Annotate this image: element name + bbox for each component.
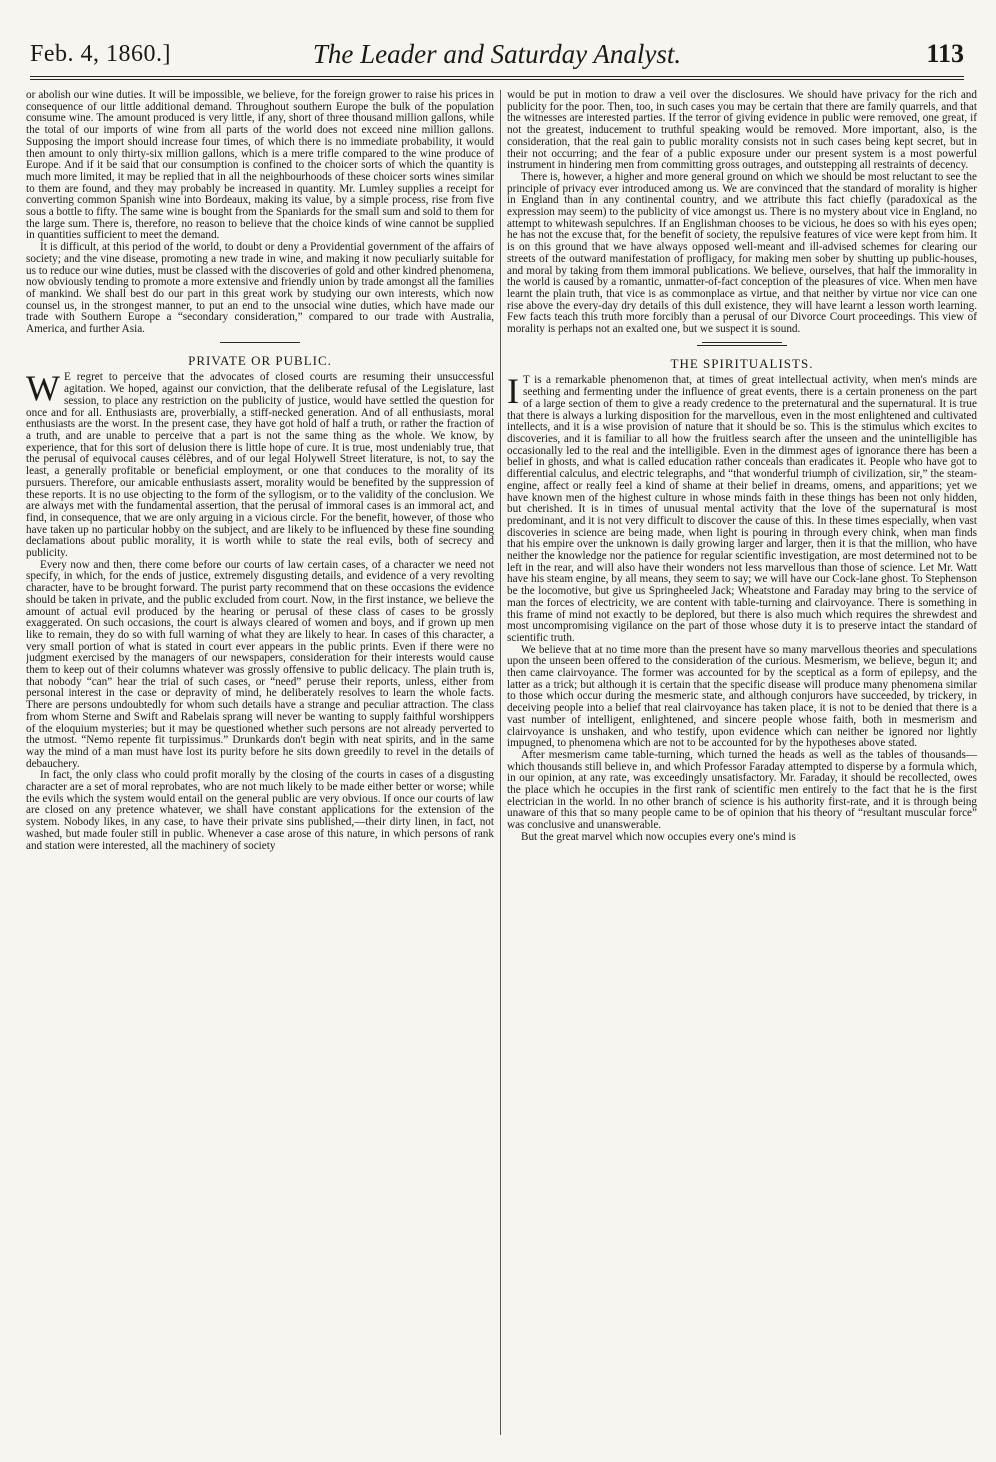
section-divider xyxy=(697,345,787,346)
drop-cap: I xyxy=(507,371,519,412)
drop-cap: W xyxy=(26,368,60,409)
paragraph: It is difficult, at this period of the world, to doubt or deny a Providential government of the affairs of society; and the vine disease, promoting a new trade in wine, and making it now peculiarly suitable for us to reduce our wine duties, must be classed with the discoveries of gold and other kindred phenomena, now obviously tending to promote a more extensive and friendly union by trade amongst all the families of mankind. We shall best do our part in this great work by studying our own interests, which now counsel us, in the strongest manner, to put an end to the unsocial wine duties, which have made our trade with Southern Europe a “secondary consideration,” compared to our trade with Australia, America, and further Asia. xyxy=(26,241,494,336)
paragraph: After mesmerism came table-turning, which turned the heads as well as the tables of thousands—which thousands still believe in, and which Professor Faraday attempted to disperse by a formula which, in our opinion, at any rate, was exceedingly unsatisfactory. Mr. Faraday, it should be recollected, owes the place which he occupies in the first rank of scientific men entirely to the fact that he is the first electrician in the world. In no other branch of science is his authority first-rate, and it is through being unaware of this that so many people came to be of opinion that his theory of “resultant muscular force” was conclusive and unanswerable. xyxy=(507,748,977,832)
article-opening-paragraph xyxy=(507,371,977,644)
section-divider xyxy=(702,342,782,343)
paragraph: But the great marvel which now occupies every one's mind is xyxy=(521,830,796,843)
masthead xyxy=(30,36,964,77)
column-rule xyxy=(500,90,501,1435)
paragraph: We believe that at no time more than the present have so many marvellous theories and speculations upon the unseen been offered to the consideration of the curious. Mesmerism, we believe, begun it; and then came clairvoyance. The former was accounted for by the sceptical as a form of epilepsy, and the latter as a trick; but although it is certain that the specific disease will produce many phenomena similar to those which occur during the mesmeric state, and although conjurors have succeeded, by trickery, in deceiving people into a belief that real clairvoyance has taken place, it is not to be denied that there is a vast number of intelligent, enlightened, and sincere people whose faith, both in mesmerism and clairvoyance is unshaken, and who testify, upon evidence which can neither be ignored nor lightly impugned, to phenomena which are not to be accounted for by the hypotheses above stated. xyxy=(507,643,977,750)
paragraph-text: T is a remarkable phenomenon that, at times of great intellectual activity, when men's minds are seething and fermenting under the influence of great events, there is a certain proneness on the part of a large section of them to give a ready credence to the preternatural and the supernatural. It is true that there is always a lurking disposition for the marvellous, even in the most enlightened and cultivated intellects, and it is a wise provision of nature that it should be so. This is the stimulus which excites to discoveries, and it is familiar to all how the fruitless search after the unseen and the unintelligible has occasionally led to the real and the intelligible. Even in the dimmest ages of ignorance there has been a belief in ghosts, and what is called education rather conceals than eradicates it. People who have got to differential calculus, and electric telegraphs, and “that wonderful triumph of civilization, sir,” the steam-engine, affect or really feel a kind of shame at their belief in dreams, omens, and apparitions; yet we have known men of the highest culture in whose minds faith in these things has been not only hidden, but cherished. It is in times of unusual mental activity that the love of the supernatural is most predominant, and it is not very difficult to discover the cause of this. In these times especially, when vast discoveries in science are being made, when light is pouring in through every chink, when man finds that his empire over the unknown is daily growing larger and larger, then it is that the million, who have neither the knowledge nor the patience for regular scientific investigation, are most determined not to be left in the rear, and will also have their wonders not less marvellous than those of science. Let Mr. Watt have his steam engine, by all means, they seem to say; we will have our Cock-lane ghost. To Stephenson be the locomotive, but give us Springheeled Jack; Wheatstone and Faraday may bring to the service of man the forces of electricity, we are content with table-turning and clairvoyance. There is something in this frame of mind not exactly to be deplored, but there is also much which requires the shrewdest and most uncompromising vigilance on the part of those whose duty it is to preserve intact the standard of scientific truth. xyxy=(507,374,977,644)
issue-date: Feb. 4, 1860.] xyxy=(30,41,171,67)
page-number: 113 xyxy=(926,39,964,68)
article-opening-paragraph xyxy=(26,368,494,560)
paragraph: In fact, the only class who could profit morally by the closing of the courts in cases of a disgusting character are a set of moral reprobates, who are not much likely to be made either better or worse; while the evils which the system would entail on the general public are very obvious. If once our courts of law are closed on any pretence whatever, we shall have constant applications for the extension of the system. Nobody likes, in any case, to have their private sins published,—their dirty linen, in fact, not washed, but made fouler still in public. Whenever a case arose of this nature, in which persons of rank and station were interested, all the machinery of society xyxy=(26,769,494,852)
paragraph: would be put in motion to draw a veil over the disclosures. We should have privacy for the rich and publicity for the poor. Then, too, in such cases you may be certain that there are family quarrels, and that the witnesses are interested parties. If the terror of giving evidence in public were removed, one great, if not the greatest, inducement to truthful speaking would be removed. More important, also, is the consideration, that the real gain to public morality consists not in such cases being kept secret, but in their not occurring; and the fear of a public exposure under our present system is a most powerful instrument in hindering men from committing gross outrages, and outstepping all restraints of decency. xyxy=(507,90,977,172)
paragraph: or abolish our wine duties. It will be impossible, we believe, for the foreign grower to raise his prices in consequence of our little additional demand. Throughout southern Europe the bulk of the population consume wine. The amount produced is very little, if any, short of three thousand million gallons, while the total of our imports of wine from all parts of the world does not exceed nine million gallons. Supposing the import should increase four times, of which there is no immediate probability, it would then amount to only thirty-six million gallons, which is a mere trifle compared to the wine produce of Europe. And if it be said that our consumption is confined to the choicer sorts of which the quantity is much more limited, it may be replied that in all the neighbourhoods of these choicer sorts wines similar to them are found, and they may probably be increased in quantity. Mr. Lumley supplies a receipt for converting common Spanish wine into Bordeaux, making its value, by a simple process, rise from five sous a bottle to fifty. The same wine is bought from the Spaniards for the small sum and sold to them for the large sum. There is, therefore, no reason to believe that the choice kinds of wine cannot be supplied in quantities sufficient to meet the demand. xyxy=(26,90,494,242)
publication-title: The Leader and Saturday Analyst. xyxy=(312,39,682,69)
section-divider xyxy=(220,342,300,343)
paragraph: There is, however, a higher and more general ground on which we should be most reluctant to see the principle of privacy ever introduced among us. We are convinced that the standard of morality is higher in England than in any continental country, and we attribute this fact chiefly (paradoxical as the expression may seem) to the publicity of vice amongst us. There is no mystery about vice in England, no attempt to whitewash sepulchres. If an Englishman chooses to be vicious, he does so with his eyes open; he has not the excuse that, for the benefit of society, the repulsive features of vice were kept from him. It is on this ground that we have always opposed well-meant and ill-advised schemes for clearing our streets of the outward manifestation of profligacy, for making men sober by shutting up public-houses, and moral by taking from them immoral publications. We believe, ourselves, that half the immorality in the world is caused by a romantic, unmatter-of-fact conception of the pleasures of vice. When men have learnt the plain truth, that vice is as commonplace as virtue, and that neither by virtue nor vice can one rise above the every-day dry details of this dull existence, they will have learnt a lesson worth learning. Few facts teach this truth more forcibly than a perusal of our Divorce Court proceedings. This view of morality is perhaps not an exalted one, but we suspect it is sound. xyxy=(507,170,977,336)
article-heading-the-spiritualists: THE SPIRITUALISTS. xyxy=(670,355,814,371)
right-column xyxy=(507,90,977,1435)
paragraph-text: E regret to perceive that the advocates of closed courts are resuming their unsuccessful agitation. We hoped, against our conviction, that the deliberate refusal of the Legislature, last session, to place any restriction on the publicity of justice, would have settled the question for once and for all. Enthusiasts are, proverbially, a stiff-necked generation. And of all enthusiasts, moral enthusiasts are the worst. In the present case, they have got hold of half a truth, or rather the fraction of a truth, and are unable to perceive that a part is not the same thing as the whole. We know, by experience, that for this sort of delusion there is little hope of cure. It is true, most undeniably true, that the perusal of equivocal causes célèbres, and of our legal Holywell Street literature, is not, to say the least, a generally profitable or beneficial employment, or one that conduces to the morality of its pursuers. Therefore, our amicable enthusiasts assert, morality would be benefited by the suppression of these reports. It is no use objecting to the form of the syllogism, or to the validity of the conclusion. We are always met with the fundamental assertion, that the perusal of immoral cases is an immoral act, and find, in consequence, that we are only arguing in a vicious circle. For the benefit, however, of those who have taken up no particular hobby on the subject, and are likely to be influenced by these fine sounding declamations about public morality, it is worth while to state the real evils, both of secrecy and publicity. xyxy=(26,371,494,560)
article-heading-private-or-public: PRIVATE OR PUBLIC. xyxy=(188,352,332,368)
paragraph: Every now and then, there come before our courts of law certain cases, of a character we need not specify, in which, for the ends of justice, extremely disgusting details, and evidence of a very revolting character, have to be brought forward. The purist party recommend that on these occasions the evidence should be taken in private, and the public excluded from court. Now, in the first instance, we believe the amount of actual evil produced by the hearing or perusal of these class of cases to be grossly exaggerated. On such occasions, the court is always cleared of women and boys, and if grown up men like to remain, they do so with full warning of what they are likely to hear. In cases of this character, a very small portion of what is stated in court ever appears in the public prints. Even if there were no judgment exercised by the managers of our newspapers, consideration for their interests would cause them to keep out of their columns whatever was grossly offensive to public delicacy. The plain truth is, that nobody “can” hear the trial of such cases, or “need” peruse their reports, unless, either from personal interest in the case or depravity of mind, he deliberately resolves to learn the whole facts. There are persons undoubtedly for whom such details have a strange and peculiar attraction. The class from whom Sterne and Swift and Rabelais sprang will never be wanting to supply faithful worshippers of the eloquium mysteries; but it may be questioned whether such persons are not already perverted to the utmost. “Nemo repente fit turpissimus.” Drunkards don't begin with neat spirits, and in the same way the mind of a man must have lost its purity before he sits down greedily to revel in the details of debauchery. xyxy=(26,558,494,770)
left-column xyxy=(26,90,494,1435)
